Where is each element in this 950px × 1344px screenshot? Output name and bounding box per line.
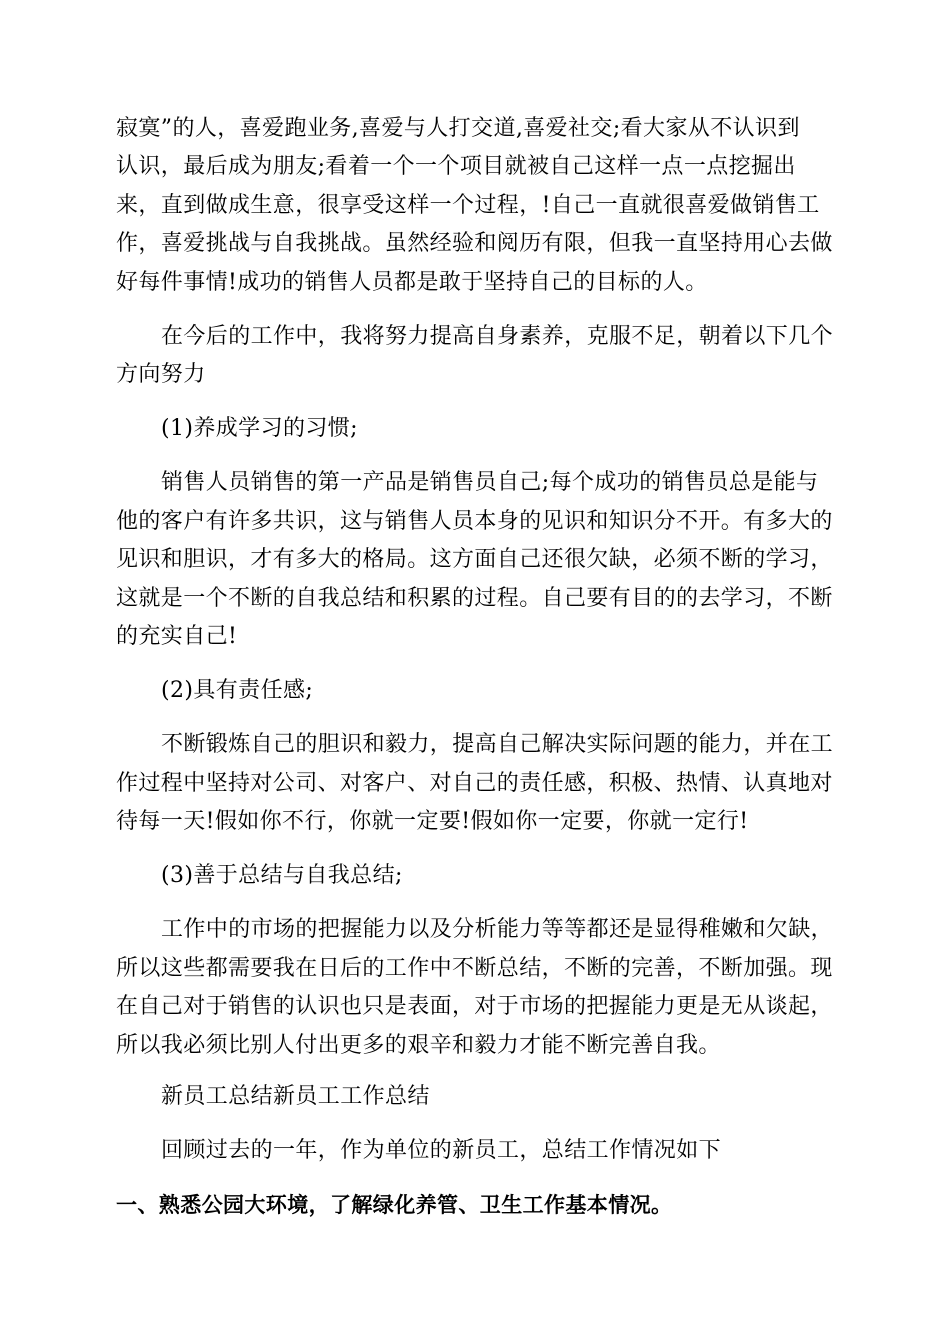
section-title: 新员工总结新员工工作总结 — [161, 1084, 430, 1109]
paragraph-line: 方向努力 — [116, 362, 206, 387]
paragraph-line: 见识和胆识，才有多大的格局。这方面自己还很欠缺，必须不断的学习， — [116, 547, 833, 572]
paragraph-line: 工作中的市场的把握能力以及分析能力等等都还是显得稚嫩和欠缺， — [161, 917, 834, 942]
paragraph-line: 作过程中坚持对公司、对客户、对自己的责任感，积极、热情、认真地对 — [116, 771, 833, 796]
section-heading-1: 一、熟悉公园大环境，了解绿化养管、卫生工作基本情况。 — [116, 1193, 673, 1217]
paragraph-line: 所以这些都需要我在日后的工作中不断总结，不断的完善，不断加强。现 — [116, 956, 833, 981]
paragraph-line: 他的客户有许多共识，这与销售人员本身的见识和知识分不开。有多大的 — [116, 509, 833, 534]
paragraph-line: 在今后的工作中，我将努力提高自身素养，克服不足，朝着以下几个 — [161, 324, 834, 349]
paragraph-line: 寂寞”的人，喜爱跑业务,喜爱与人打交道,喜爱社交;看大家从不认识到 — [116, 116, 800, 141]
paragraph-line: 销售人员销售的第一产品是销售员自己;每个成功的销售员总是能与 — [161, 470, 819, 495]
paragraph-line: 作，喜爱挑战与自我挑战。虽然经验和阅历有限，但我一直坚持用心去做 — [116, 231, 833, 256]
paragraph-line: 认识，最后成为朋友;看着一个一个项目就被自己这样一点一点挖掘出 — [116, 154, 796, 179]
list-item-heading-2: (2)具有责任感; — [161, 678, 314, 703]
paragraph-line: 不断锻炼自己的胆识和毅力，提高自己解决实际问题的能力，并在工 — [161, 732, 834, 757]
paragraph-line: 待每一天!假如你不行，你就一定要!假如你一定要，你就一定行! — [116, 809, 749, 834]
paragraph-line: 好每件事情!成功的销售人员都是敢于坚持自己的目标的人。 — [116, 270, 708, 295]
intro-paragraph: 回顾过去的一年，作为单位的新员工，总结工作情况如下 — [161, 1138, 722, 1163]
list-item-heading-3: (3)善于总结与自我总结; — [161, 863, 403, 888]
paragraph-line: 所以我必须比别人付出更多的艰辛和毅力才能不断完善自我。 — [116, 1033, 721, 1058]
paragraph-line: 在自己对于销售的认识也只是表面，对于市场的把握能力更是无从谈起， — [116, 994, 833, 1019]
paragraph-line: 这就是一个不断的自我总结和积累的过程。自己要有目的的去学习，不断 — [116, 586, 833, 611]
list-item-heading-1: (1)养成学习的习惯; — [161, 416, 358, 441]
paragraph-line: 来，直到做成生意，很享受这样一个过程，!自己一直就很喜爱做销售工 — [116, 193, 820, 218]
paragraph-line: 的充实自己! — [116, 624, 238, 649]
